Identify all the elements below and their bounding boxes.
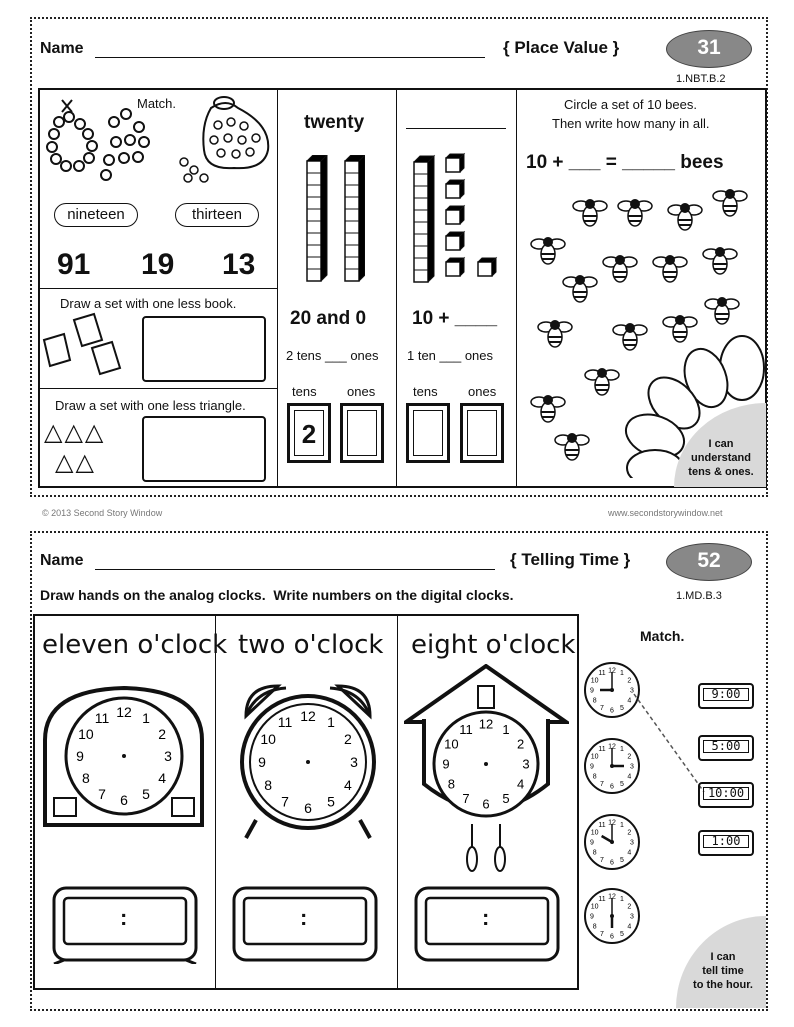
clock-number: 4 [517, 776, 525, 792]
triangles: △△ [55, 449, 96, 476]
clock-number: 2 [627, 903, 632, 911]
triangles: △△△ [44, 419, 106, 446]
clock-number: 8 [81, 769, 90, 786]
clock-number: 1 [620, 896, 624, 904]
clock-number: 5 [142, 786, 150, 803]
word-pill-thirteen[interactable]: thirteen [175, 203, 259, 227]
mini-clock[interactable] [582, 886, 642, 946]
tens-box[interactable] [287, 403, 331, 463]
clock-number: 10 [78, 725, 94, 742]
worksheet-number-badge [666, 30, 752, 68]
clock-number: 10 [590, 753, 599, 761]
clock-number: 9 [590, 913, 594, 921]
name-line [95, 57, 485, 58]
tens-rods [305, 155, 365, 285]
ican-line: to the hour. [693, 979, 753, 991]
clock-number: 12 [608, 667, 616, 675]
analog-clock-eleven[interactable] [42, 680, 207, 830]
clock-number: 7 [600, 704, 604, 712]
clock-number: 7 [600, 780, 604, 788]
digital-time-card[interactable] [698, 735, 754, 761]
clock-number: 7 [600, 856, 604, 864]
clock-number: 7 [600, 930, 604, 938]
tens-ones-prompt: 2 tens ___ ones [286, 348, 379, 363]
digital-colon: : [120, 905, 128, 930]
clock-number: 7 [462, 791, 470, 807]
digital-time: 9:00 [703, 688, 749, 701]
digital-time-card[interactable] [698, 683, 754, 709]
tens-ones-prompt: 1 ten ___ ones [407, 348, 494, 363]
clock-number: 6 [482, 796, 490, 812]
clock-number: 8 [264, 776, 273, 793]
ones-box[interactable] [340, 403, 384, 463]
clock-center [122, 754, 126, 758]
clock-number: 7 [98, 786, 106, 803]
ones-label: ones [468, 384, 497, 399]
box-inner-frame [467, 410, 497, 456]
clock-number: 3 [630, 913, 634, 921]
clock-number: 12 [608, 819, 616, 827]
topic-title: { Place Value } [503, 38, 620, 57]
clock-number: 6 [304, 799, 312, 816]
clock-number: 1 [327, 714, 335, 731]
mini-clock[interactable] [582, 812, 642, 872]
analog-clock-two[interactable] [236, 680, 381, 845]
clock-number: 4 [627, 923, 632, 931]
clock-number: 11 [598, 670, 606, 678]
clock-number: 10 [590, 903, 599, 911]
ican-text [678, 950, 768, 992]
clock-number: 12 [608, 893, 616, 901]
divider [516, 88, 517, 488]
ones-label: ones [347, 384, 376, 399]
divider [215, 614, 216, 990]
book-prompt: Draw a set with one less book. [60, 296, 237, 311]
ican-line: I can [710, 951, 736, 963]
clock-number: 3 [630, 763, 634, 771]
clock-number: 12 [300, 707, 316, 724]
clock-number: 9 [590, 763, 594, 771]
bees-instruction: Circle a set of 10 bees. [564, 97, 697, 112]
bees-instruction: Then write how many in all. [552, 116, 710, 131]
triangle-answer-box[interactable] [142, 416, 266, 482]
bees-equation: 10 + ___ = _____ bees [526, 152, 724, 173]
divider [397, 614, 398, 990]
digital-colon: : [300, 905, 308, 930]
clock-number: 5 [620, 930, 624, 938]
clock-number: 2 [517, 736, 525, 752]
standard-code: 1.NBT.B.2 [676, 73, 726, 85]
clock-number: 9 [442, 756, 450, 772]
clock-number: 9 [258, 753, 266, 770]
match-number[interactable]: 13 [222, 248, 256, 281]
clock-number: 11 [598, 746, 606, 754]
clock-number: 11 [598, 822, 606, 830]
clock-center [484, 762, 488, 766]
clock-number: 10 [590, 829, 599, 837]
clock-number: 4 [627, 697, 632, 705]
worksheet-number-badge [666, 543, 752, 581]
match-label: Match. [137, 96, 177, 111]
tens-label: tens [292, 384, 317, 399]
triangle-prompt: Draw a set with one less triangle. [55, 398, 246, 413]
clock-number: 2 [627, 753, 632, 761]
clock-number: 8 [592, 773, 597, 781]
worksheet-number: 31 [697, 36, 721, 59]
clock-number: 5 [620, 856, 624, 864]
clock-number: 8 [592, 697, 597, 705]
clock-number: 1 [620, 746, 624, 754]
ones-box[interactable] [460, 403, 504, 463]
clock-number: 3 [164, 747, 172, 764]
name-line [95, 569, 495, 570]
footer-copyright: © 2013 Second Story Window [42, 508, 163, 518]
clock-number: 6 [610, 859, 614, 867]
clock-number: 9 [590, 839, 594, 847]
clock-number: 1 [142, 709, 150, 726]
clock-number: 8 [592, 923, 597, 931]
analog-clock-eight[interactable] [404, 664, 569, 879]
clock-number: 11 [94, 709, 110, 726]
match-number[interactable]: 19 [141, 248, 175, 281]
clock-number: 5 [620, 780, 624, 788]
word-pill-nineteen[interactable]: nineteen [54, 203, 138, 227]
digital-time: 1:00 [703, 835, 749, 848]
clock-number: 2 [627, 829, 632, 837]
name-label: Name [40, 40, 84, 57]
clock-number: 6 [610, 707, 614, 715]
books-illustration [40, 310, 130, 380]
digital-time: 5:00 [703, 740, 749, 753]
beads-illustration [44, 92, 164, 187]
divider [277, 88, 278, 488]
topic-title: { Telling Time } [510, 550, 631, 569]
match-label: Match. [640, 628, 685, 644]
clock-number: 2 [627, 677, 632, 685]
clock-number: 8 [592, 849, 597, 857]
clock-number: 11 [598, 896, 606, 904]
clock-number: 4 [343, 776, 352, 793]
clock-number: 6 [610, 933, 614, 941]
box-inner-frame [347, 410, 377, 456]
clock-number: 8 [447, 776, 455, 792]
ican-line: tens & ones. [688, 466, 754, 478]
clock-number: 7 [281, 793, 289, 810]
clock-number: 6 [120, 791, 128, 808]
worksheet-number: 52 [697, 549, 721, 572]
instructions: Draw hands on the analog clocks. Write numbers on the digital clocks. [40, 587, 514, 603]
clock-number: 1 [502, 721, 510, 737]
clock-number: 5 [502, 791, 510, 807]
ican-text [676, 437, 766, 479]
clock-number: 9 [76, 747, 84, 764]
clock-number: 10 [444, 736, 459, 752]
book-answer-box[interactable] [142, 316, 266, 382]
standard-code: 1.MD.B.3 [676, 590, 722, 602]
clock-label: two o'clock [238, 630, 384, 660]
clock-number: 10 [590, 677, 599, 685]
clock-number: 5 [620, 704, 624, 712]
expression: 10 + ____ [412, 308, 498, 329]
clock-number: 4 [158, 769, 167, 786]
divider [396, 88, 397, 488]
footer-url: www.secondstorywindow.net [608, 508, 723, 518]
tens-box[interactable] [406, 403, 450, 463]
bead-bag-illustration [176, 90, 276, 185]
divider [38, 288, 277, 289]
number-word-blank[interactable] [406, 128, 506, 129]
clock-number: 3 [350, 753, 358, 770]
clock-number: 11 [277, 714, 293, 731]
clock-label: eight o'clock [411, 630, 576, 660]
clock-number: 11 [459, 721, 473, 737]
digital-colon: : [482, 905, 490, 930]
clock-number: 1 [620, 670, 624, 678]
ican-line: I can [708, 438, 734, 450]
clock-number: 3 [630, 687, 634, 695]
clock-number: 1 [620, 822, 624, 830]
clock-number: 12 [478, 716, 494, 732]
clock-number: 3 [630, 839, 634, 847]
clock-number: 10 [260, 730, 276, 747]
clock-number: 5 [327, 793, 335, 810]
clock-number: 2 [343, 730, 352, 747]
digital-time: 10:00 [703, 787, 749, 800]
tens-value: 2 [301, 419, 317, 449]
clock-number: 9 [590, 687, 594, 695]
clock-number: 3 [522, 756, 530, 772]
clock-number: 12 [116, 703, 132, 720]
expression: 20 and 0 [290, 308, 367, 329]
name-label: Name [40, 552, 84, 569]
tens-rod-and-ones [410, 150, 505, 285]
match-number[interactable]: 91 [57, 248, 91, 281]
clock-number: 4 [627, 849, 632, 857]
digital-time-card[interactable] [698, 830, 754, 856]
digital-time-card[interactable] [698, 782, 754, 808]
tens-label: tens [413, 384, 438, 399]
box-inner-frame [413, 410, 443, 456]
clock-center [306, 760, 310, 764]
clock-number: 12 [608, 743, 616, 751]
ican-line: tell time [702, 965, 744, 977]
clock-number: 6 [610, 783, 614, 791]
clock-number: 4 [627, 773, 632, 781]
ican-line: understand [691, 452, 751, 464]
clock-label: eleven o'clock [42, 630, 228, 660]
number-word: twenty [304, 112, 365, 133]
clock-number: 2 [158, 725, 167, 742]
divider [38, 388, 277, 389]
